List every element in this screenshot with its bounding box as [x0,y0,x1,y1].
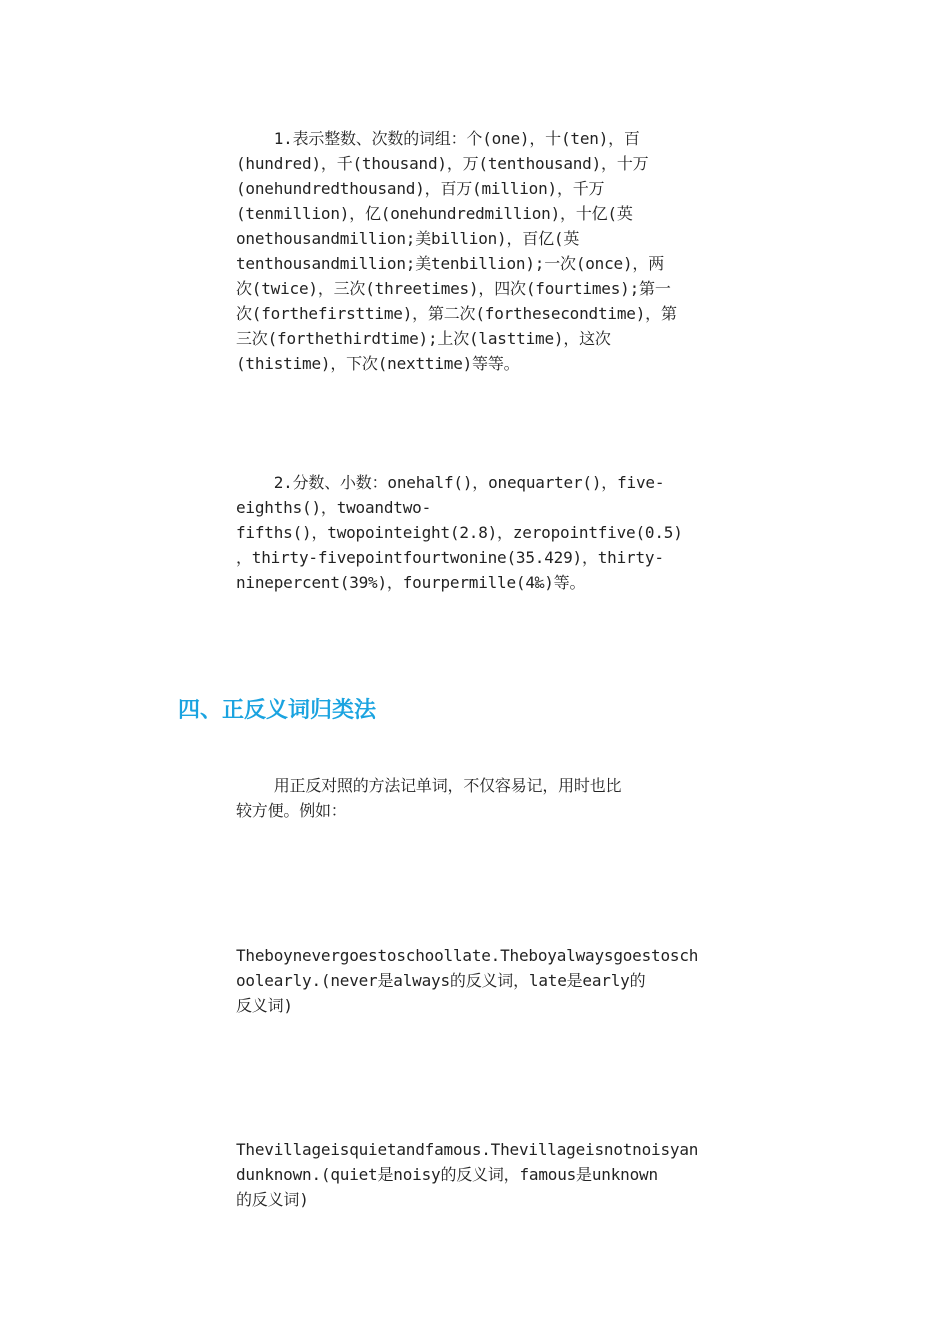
text-line: onethousandmillion;美billion)，百亿(英 [236,229,580,248]
text-line: ninepercent(39%)，fourpermille(4‰)等。 [236,573,586,592]
text-line: oolearly.(never是always的反义词，late是early的 [236,971,646,990]
text-line: Thevillageisquietandfamous.Thevillageisnotnoisyan [236,1140,699,1159]
text-line: (hundred)，千(thousand)，万(tenthousand)，十万 [236,154,649,173]
text-line: 1.表示整数、次数的词组：个(one)，十(ten)，百 [236,129,640,148]
text-line: 的反义词) [236,1190,309,1209]
text-line: 三次(forthethirdtime);上次(lasttime)，这次 [236,329,611,348]
text-line: eighths()，twoandtwo- [236,498,432,517]
text-line: 较方便。例如： [236,801,347,820]
text-line: (thistime)，下次(nexttime)等等。 [236,354,520,373]
text-line: ，thirty-fivepointfourtwonine(35.429)，thirty- [236,548,664,567]
text-line: 次(twice)，三次(threetimes)，四次(fourtimes);第一 [236,279,671,298]
text-line: (tenmillion)，亿(onehundredmillion)，十亿(英 [236,204,633,223]
text-line: Theboynevergoestoschoollate.Theboyalwaysgoestosch [236,946,699,965]
text-line: 2.分数、小数：onehalf()，onequarter()，five- [236,473,665,492]
text-line: dunknown.(quiet是noisy的反义词，famous是unknown [236,1165,658,1184]
section-heading: 四、正反义词归类法 [178,698,377,723]
text-line: 次(forthefirsttime)，第二次(forthesecondtime)，第 [236,304,677,323]
text-line: tenthousandmillion;美tenbillion);一次(once)，两 [236,254,665,273]
text-line: 反义词) [236,996,293,1015]
text-line: (onehundredthousand)，百万(million)，千万 [236,179,605,198]
text-line: fifths()，twopointeight(2.8)，zeropointfive(0.5) [236,523,683,542]
text-line: 用正反对照的方法记单词，不仅容易记，用时也比 [236,776,622,795]
